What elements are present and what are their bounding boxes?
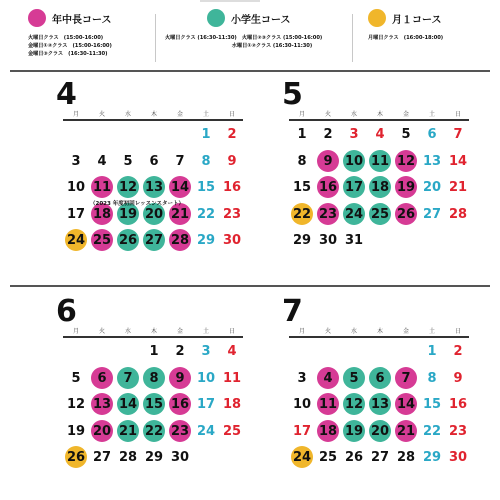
day-number: 22 <box>196 206 216 222</box>
day-number: 28 <box>118 450 138 465</box>
calendar-day <box>315 202 341 228</box>
day-number: 14 <box>448 153 468 169</box>
day-number: 14 <box>170 180 190 195</box>
day-number: 23 <box>222 206 242 222</box>
calendar-day <box>63 366 89 392</box>
calendar-day <box>289 149 315 175</box>
calendar-day <box>341 149 367 175</box>
calendar-day <box>341 445 367 471</box>
day-number: 10 <box>66 180 86 195</box>
day-number: 19 <box>344 423 364 439</box>
calendar-day <box>193 175 219 201</box>
day-number: 8 <box>149 370 159 386</box>
calendar-day <box>115 445 141 471</box>
day-number: 21 <box>396 423 416 439</box>
day-number: 24 <box>196 423 216 439</box>
calendar-day <box>315 149 341 175</box>
day-number: 23 <box>170 423 190 439</box>
calendar-day <box>419 202 445 228</box>
day-number: 3 <box>349 127 359 142</box>
day-number: 5 <box>123 153 133 169</box>
day-number: 4 <box>375 127 385 142</box>
calendar-day <box>393 149 419 175</box>
calendar-day <box>419 366 445 392</box>
day-number: 28 <box>170 233 190 248</box>
calendar-day <box>141 175 167 201</box>
calendar-day <box>445 175 471 201</box>
day-number: 22 <box>144 423 164 439</box>
weekday-label: 日 <box>228 111 235 118</box>
legend-line: 金曜日③クラス (16:30-11:30) <box>28 51 108 57</box>
day-number: 22 <box>422 423 442 439</box>
legend-getsu1 <box>368 8 498 42</box>
calendar-day <box>289 445 315 471</box>
day-number: 26 <box>118 233 138 248</box>
day-number: 25 <box>92 233 112 248</box>
nenchu-dot-icon <box>28 9 46 27</box>
calendar-day <box>341 228 367 254</box>
month-label: 7 <box>282 294 303 329</box>
day-number: 19 <box>118 206 138 222</box>
calendar-day <box>393 445 419 471</box>
day-number: 9 <box>453 370 463 386</box>
day-number: 29 <box>144 450 164 465</box>
legend-title: 年中長コース <box>52 14 112 26</box>
calendar-day <box>393 366 419 392</box>
day-number: 23 <box>318 206 338 222</box>
calendar-day <box>341 122 367 148</box>
calendar-day <box>341 175 367 201</box>
day-number: 17 <box>196 397 216 412</box>
day-number: 21 <box>448 180 468 195</box>
course-legend <box>0 0 500 70</box>
calendar-day <box>315 392 341 418</box>
calendar-day <box>193 339 219 365</box>
calendar-day <box>289 419 315 445</box>
day-number: 9 <box>175 370 185 386</box>
month-label: 5 <box>282 77 303 112</box>
day-number: 12 <box>66 397 86 412</box>
day-number: 20 <box>422 180 442 195</box>
calendar-day <box>63 445 89 471</box>
legend-line: 火曜日クラス (16:30-11:30) 火曜日②③クラス (15:00-16:00) <box>165 35 323 41</box>
calendar-day <box>219 366 245 392</box>
calendar-day <box>63 392 89 418</box>
calendar-day <box>289 122 315 148</box>
day-number: 23 <box>448 423 468 439</box>
calendar-day <box>367 445 393 471</box>
shogaku-dot-icon <box>207 9 225 27</box>
day-number: 10 <box>196 370 216 386</box>
calendar-day <box>315 175 341 201</box>
day-number: 29 <box>196 233 216 248</box>
calendar-day <box>141 149 167 175</box>
calendar-day <box>341 392 367 418</box>
weekday-underline <box>289 336 469 338</box>
day-number: 17 <box>66 206 86 222</box>
calendar-day <box>167 419 193 445</box>
day-number: 24 <box>292 450 312 465</box>
calendar-day <box>115 392 141 418</box>
divider-rule <box>10 70 490 72</box>
calendar-day <box>89 149 115 175</box>
day-number: 30 <box>170 450 190 465</box>
calendar-day <box>315 122 341 148</box>
weekday-label: 日 <box>454 328 461 335</box>
calendar-day <box>115 228 141 254</box>
weekday-label: 水 <box>124 111 131 118</box>
calendar-day <box>167 392 193 418</box>
weekday-label: 火 <box>98 328 105 335</box>
calendar-day <box>219 175 245 201</box>
calendar-day <box>89 228 115 254</box>
weekday-label: 月 <box>298 111 305 118</box>
calendar-day <box>393 419 419 445</box>
day-number: 4 <box>97 153 107 169</box>
season-start-note: （2023 年度初回レッスンスタート） <box>90 201 185 207</box>
day-number: 8 <box>427 370 437 386</box>
day-number: 28 <box>396 450 416 465</box>
calendar-day <box>315 419 341 445</box>
day-number: 15 <box>196 180 216 195</box>
calendar-day <box>141 419 167 445</box>
day-number: 19 <box>396 180 416 195</box>
day-number: 9 <box>227 153 237 169</box>
day-number: 4 <box>323 370 333 386</box>
calendar-day <box>341 366 367 392</box>
day-number: 7 <box>401 370 411 386</box>
calendar-day <box>167 366 193 392</box>
calendar-day <box>167 228 193 254</box>
calendar-day <box>115 419 141 445</box>
calendar-day <box>419 175 445 201</box>
day-number: 29 <box>422 450 442 465</box>
day-number: 19 <box>66 423 86 439</box>
calendar-day <box>115 175 141 201</box>
weekday-label: 土 <box>202 111 209 118</box>
calendar-day <box>289 366 315 392</box>
weekday-underline <box>289 119 469 121</box>
calendar-day <box>367 419 393 445</box>
calendar-day <box>419 445 445 471</box>
calendar-day <box>419 392 445 418</box>
day-number: 14 <box>118 397 138 412</box>
month-label: 6 <box>56 294 77 329</box>
day-number: 27 <box>144 233 164 248</box>
day-number: 7 <box>453 127 463 142</box>
calendar-day <box>115 149 141 175</box>
day-number: 30 <box>318 233 338 248</box>
weekday-label: 土 <box>428 111 435 118</box>
weekday-label: 土 <box>428 328 435 335</box>
weekday-header <box>289 109 469 119</box>
calendar-day <box>63 419 89 445</box>
legend-line: 水曜日①②クラス (16:30-11:30) <box>165 43 313 49</box>
day-number: 3 <box>297 370 307 386</box>
day-number: 20 <box>370 423 390 439</box>
day-number: 15 <box>292 180 312 195</box>
day-number: 4 <box>227 344 237 359</box>
weekday-label: 木 <box>150 111 157 118</box>
calendar-day <box>445 445 471 471</box>
day-number: 17 <box>344 180 364 195</box>
day-number: 16 <box>222 180 242 195</box>
day-number: 5 <box>71 370 81 386</box>
calendar-day <box>289 392 315 418</box>
month-label: 4 <box>56 77 77 112</box>
weekday-label: 日 <box>454 111 461 118</box>
calendar-day <box>315 228 341 254</box>
weekday-label: 金 <box>402 328 409 335</box>
day-number: 12 <box>396 153 416 169</box>
calendar-day <box>445 202 471 228</box>
weekday-label: 木 <box>376 111 383 118</box>
day-number: 5 <box>349 370 359 386</box>
day-number: 13 <box>144 180 164 195</box>
day-number: 18 <box>222 397 242 412</box>
calendar-day <box>341 202 367 228</box>
day-number: 2 <box>175 344 185 359</box>
day-number: 22 <box>292 206 312 222</box>
calendar-day <box>167 149 193 175</box>
day-number: 16 <box>170 397 190 412</box>
day-number: 30 <box>222 233 242 248</box>
calendar-day <box>445 419 471 445</box>
day-number: 31 <box>344 233 364 248</box>
weekday-label: 水 <box>124 328 131 335</box>
calendar-day <box>219 228 245 254</box>
calendar-day <box>367 122 393 148</box>
day-number: 8 <box>201 153 211 169</box>
weekday-underline <box>63 119 243 121</box>
calendar-day <box>367 175 393 201</box>
calendar-day <box>289 175 315 201</box>
calendar-day <box>367 149 393 175</box>
calendar-day <box>445 339 471 365</box>
calendar-day <box>367 392 393 418</box>
day-number: 26 <box>66 450 86 465</box>
divider-rule <box>10 285 490 287</box>
weekday-label: 火 <box>98 111 105 118</box>
day-number: 25 <box>222 423 242 439</box>
calendar-day <box>289 202 315 228</box>
calendar-day <box>445 366 471 392</box>
calendar-day <box>89 445 115 471</box>
calendar-day <box>141 392 167 418</box>
calendar-day <box>445 149 471 175</box>
day-number: 11 <box>222 370 242 386</box>
calendar-day <box>193 419 219 445</box>
day-number: 21 <box>118 423 138 439</box>
weekday-label: 火 <box>324 328 331 335</box>
day-number: 5 <box>401 127 411 142</box>
calendar-day <box>445 122 471 148</box>
calendar-day <box>193 122 219 148</box>
legend-divider <box>155 14 156 62</box>
calendar-day <box>219 339 245 365</box>
calendar-day <box>89 392 115 418</box>
calendar-day <box>419 419 445 445</box>
day-number: 1 <box>149 344 159 359</box>
calendar-day <box>63 202 89 228</box>
day-number: 14 <box>396 397 416 412</box>
calendar-day <box>219 202 245 228</box>
day-number: 18 <box>92 206 112 222</box>
day-number: 29 <box>292 233 312 248</box>
legend-title: 小学生コース <box>231 14 291 26</box>
weekday-label: 月 <box>298 328 305 335</box>
legend-title: 月１コース <box>392 14 442 26</box>
calendar-day <box>167 445 193 471</box>
day-number: 15 <box>144 397 164 412</box>
calendar-day <box>141 339 167 365</box>
calendar-day <box>167 175 193 201</box>
day-number: 25 <box>370 206 390 222</box>
legend-divider <box>352 14 353 62</box>
day-number: 2 <box>323 127 333 142</box>
day-number: 27 <box>370 450 390 465</box>
calendar-day <box>367 366 393 392</box>
weekday-label: 日 <box>228 328 235 335</box>
weekday-header <box>289 326 469 336</box>
weekday-label: 金 <box>402 111 409 118</box>
day-number: 15 <box>422 397 442 412</box>
calendar-day <box>341 419 367 445</box>
calendar-day <box>167 339 193 365</box>
day-number: 13 <box>370 397 390 412</box>
day-number: 6 <box>427 127 437 142</box>
day-number: 30 <box>448 450 468 465</box>
day-number: 11 <box>92 180 112 195</box>
calendar-day <box>219 392 245 418</box>
day-number: 7 <box>175 153 185 169</box>
weekday-underline <box>63 336 243 338</box>
calendar-day <box>445 392 471 418</box>
day-number: 24 <box>344 206 364 222</box>
day-number: 10 <box>292 397 312 412</box>
day-number: 3 <box>71 153 81 169</box>
calendar-day <box>419 339 445 365</box>
calendar-day <box>367 202 393 228</box>
day-number: 13 <box>92 397 112 412</box>
day-number: 12 <box>344 397 364 412</box>
day-number: 24 <box>66 233 86 248</box>
day-number: 16 <box>448 397 468 412</box>
day-number: 11 <box>370 153 390 169</box>
day-number: 13 <box>422 153 442 169</box>
calendar-day <box>89 419 115 445</box>
day-number: 6 <box>149 153 159 169</box>
calendar-day <box>193 149 219 175</box>
calendar-day <box>63 228 89 254</box>
calendar-day <box>393 202 419 228</box>
day-number: 21 <box>170 206 190 222</box>
calendar-day <box>193 202 219 228</box>
calendar-day <box>115 366 141 392</box>
calendar-day <box>193 228 219 254</box>
calendar-day <box>89 175 115 201</box>
legend-shogaku <box>165 8 345 50</box>
weekday-label: 火 <box>324 111 331 118</box>
getsu1-dot-icon <box>368 9 386 27</box>
day-number: 18 <box>318 423 338 439</box>
day-number: 7 <box>123 370 133 386</box>
calendar-day <box>193 392 219 418</box>
weekday-label: 土 <box>202 328 209 335</box>
day-number: 28 <box>448 206 468 222</box>
day-number: 11 <box>318 397 338 412</box>
calendar-day <box>419 122 445 148</box>
calendar-day <box>393 122 419 148</box>
day-number: 25 <box>318 450 338 465</box>
weekday-label: 木 <box>376 328 383 335</box>
calendar-day <box>219 149 245 175</box>
day-number: 27 <box>92 450 112 465</box>
day-number: 2 <box>227 127 237 142</box>
weekday-label: 金 <box>176 328 183 335</box>
weekday-label: 水 <box>350 328 357 335</box>
day-number: 16 <box>318 180 338 195</box>
legend-line: 月曜日クラス (16:00-18:00) <box>368 35 444 41</box>
calendar-day <box>193 366 219 392</box>
day-number: 26 <box>396 206 416 222</box>
day-number: 6 <box>375 370 385 386</box>
day-number: 27 <box>422 206 442 222</box>
day-number: 8 <box>297 153 307 169</box>
legend-line: 火曜日クラス (15:00-16:00) <box>28 35 104 41</box>
legend-line: 金曜日①②クラス (15:00-16:00) <box>28 43 112 49</box>
day-number: 12 <box>118 180 138 195</box>
day-number: 9 <box>323 153 333 169</box>
calendar-day <box>419 149 445 175</box>
calendar-day <box>393 175 419 201</box>
weekday-label: 木 <box>150 328 157 335</box>
day-number: 2 <box>453 344 463 359</box>
calendar-day <box>289 228 315 254</box>
weekday-label: 水 <box>350 111 357 118</box>
calendar-day <box>141 366 167 392</box>
day-number: 18 <box>370 180 390 195</box>
weekday-label: 金 <box>176 111 183 118</box>
day-number: 1 <box>201 127 211 142</box>
calendar-day <box>219 122 245 148</box>
calendar-day <box>219 419 245 445</box>
calendar-day <box>315 445 341 471</box>
day-number: 20 <box>92 423 112 439</box>
weekday-header <box>63 326 243 336</box>
weekday-header <box>63 109 243 119</box>
day-number: 6 <box>97 370 107 386</box>
calendar-day <box>315 366 341 392</box>
weekday-label: 月 <box>72 328 79 335</box>
calendar-day <box>63 149 89 175</box>
calendar-day <box>141 445 167 471</box>
day-number: 3 <box>201 344 211 359</box>
day-number: 26 <box>344 450 364 465</box>
day-number: 1 <box>427 344 437 359</box>
calendar-day <box>89 366 115 392</box>
day-number: 17 <box>292 423 312 439</box>
calendar-day <box>393 392 419 418</box>
day-number: 10 <box>344 153 364 169</box>
day-number: 20 <box>144 206 164 222</box>
day-number: 1 <box>297 127 307 142</box>
weekday-label: 月 <box>72 111 79 118</box>
calendar-day <box>63 175 89 201</box>
calendar-day <box>141 228 167 254</box>
